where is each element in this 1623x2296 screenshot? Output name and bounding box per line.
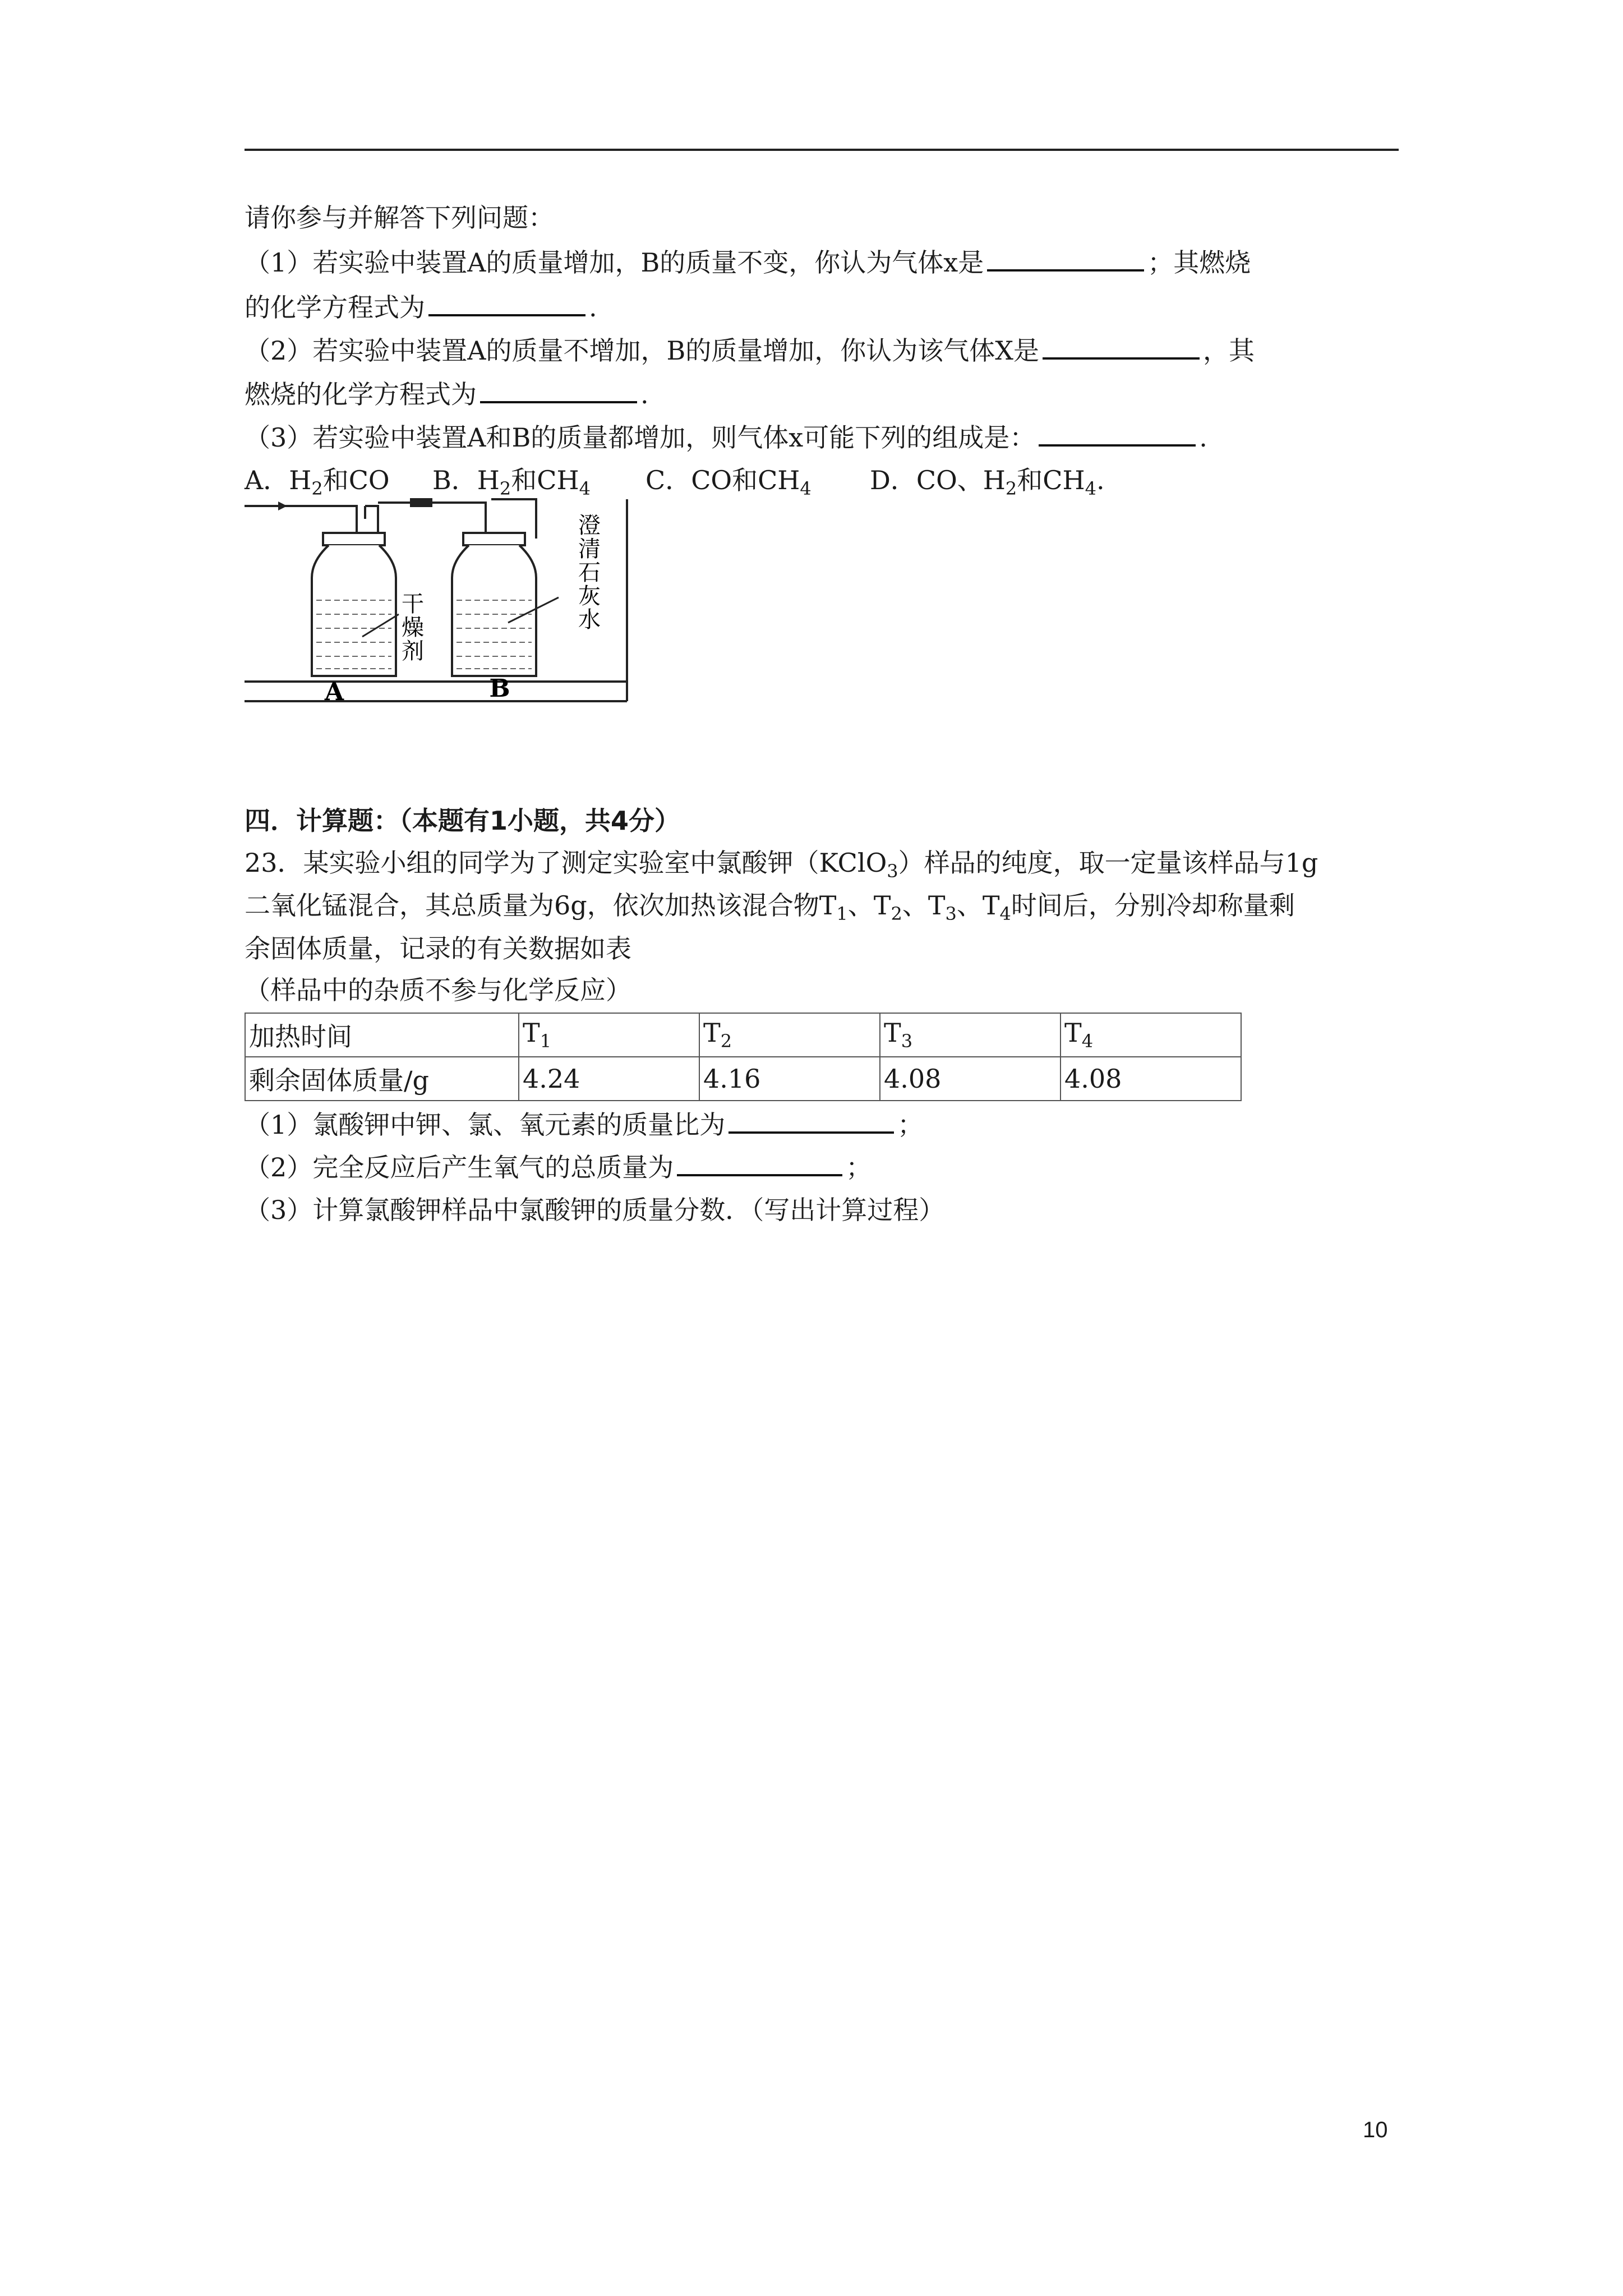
section-4-title: 四．计算题：（本题有1小题，共4分）: [245, 806, 681, 836]
choice-a: A．$H_2$和CO: [245, 465, 390, 500]
bottle-a-label-3: 剂: [402, 638, 424, 664]
sub-question-2: （2）完全反应后产生氧气的总质量为 ；: [245, 1152, 872, 1182]
data-table: [245, 1013, 1242, 1101]
answer-blank-q1-gas[interactable]: [987, 247, 1144, 272]
bottle-b-label-1: 澄: [578, 513, 601, 539]
bottle-b-label-5: 水: [578, 607, 601, 633]
answer-blank-q1-equation[interactable]: [428, 292, 585, 316]
question-1-line-1: （1）若实验中装置A的质量增加，B的质量不变，你认为气体x是 ；其燃烧: [245, 247, 1251, 278]
sub-question-1: （1）氯酸钾中钾、氯、氧元素的质量比为 ；: [245, 1110, 924, 1140]
table-cell: 4.08: [1061, 1057, 1241, 1101]
bottle-b-label-4: 灰: [578, 583, 601, 609]
bottle-a-label-2: 燥: [402, 615, 424, 641]
bottle-b: [452, 533, 559, 676]
table-header-cell: 剩余固体质量/g: [245, 1057, 519, 1101]
table-cell: $T_1$: [519, 1013, 699, 1057]
table-cell: 4.08: [880, 1057, 1061, 1101]
table-cell: $T_2$: [699, 1013, 880, 1057]
rubber-connector: [410, 498, 432, 507]
question-2-line-1: （2）若实验中装置A的质量不增加，B的质量增加，你认为该气体X是 ，其: [245, 335, 1255, 366]
header-rule: [245, 149, 1399, 151]
question-3-line: （3）若实验中装置A和B的质量都增加，则气体x可能下列的组成是： .: [245, 422, 1207, 453]
table-row: [245, 1057, 1241, 1101]
bottle-a-letter: A: [324, 678, 344, 706]
answer-blank-q2-equation[interactable]: [480, 379, 637, 403]
q23-line-3: 余固体质量，记录的有关数据如表: [245, 933, 631, 964]
table-header-cell: 加热时间: [245, 1013, 519, 1057]
table-cell: 4.24: [519, 1057, 699, 1101]
q23-line-2: 二氧化锰混合，其总质量为6g，依次加热该混合物$T_1$、$T_2$、$T_3$、$T_4$时间后，分别冷却称量剩: [245, 890, 1295, 925]
answer-blank-q3[interactable]: [1039, 422, 1196, 447]
bottle-b-label-2: 清: [578, 536, 601, 562]
answer-blank-q2-gas[interactable]: [1043, 335, 1200, 360]
bottle-b-label-3: 石: [578, 560, 601, 586]
table-cell: 4.16: [699, 1057, 880, 1101]
bottle-a-label-1: 干: [402, 591, 424, 617]
page-number: 10: [1363, 2118, 1388, 2142]
bottle-b-letter: B: [489, 674, 510, 703]
q23-note: （样品中的杂质不参与化学反应）: [245, 975, 631, 1005]
table-cell: $T_3$: [880, 1013, 1061, 1057]
table-cell: $T_4$: [1061, 1013, 1241, 1057]
bottle-a: [312, 533, 399, 676]
intro-text: 请你参与并解答下列问题：: [245, 203, 554, 233]
answer-blank-mass-ratio[interactable]: [728, 1109, 894, 1134]
choice-c: C．CO和$CH_4$: [645, 465, 811, 500]
choice-b: B．$H_2$和$CH_4$: [432, 465, 591, 500]
answer-blank-oxygen-mass[interactable]: [677, 1152, 842, 1176]
choice-d: D．CO、$H_2$和$CH_4$.: [870, 465, 1105, 500]
question-2-line-2: 燃烧的化学方程式为 .: [245, 379, 649, 409]
table-row: [245, 1013, 1241, 1057]
sub-question-3: （3）计算氯酸钾样品中氯酸钾的质量分数．（写出计算过程）: [245, 1195, 945, 1225]
apparatus-diagram: [245, 494, 631, 707]
question-1-line-2: 的化学方程式为 .: [245, 292, 597, 323]
q23-line-1: 23．某实验小组的同学为了测定实验室中氯酸钾（KClO$_3$）样品的纯度，取一定量该样品与1g: [245, 848, 1318, 882]
